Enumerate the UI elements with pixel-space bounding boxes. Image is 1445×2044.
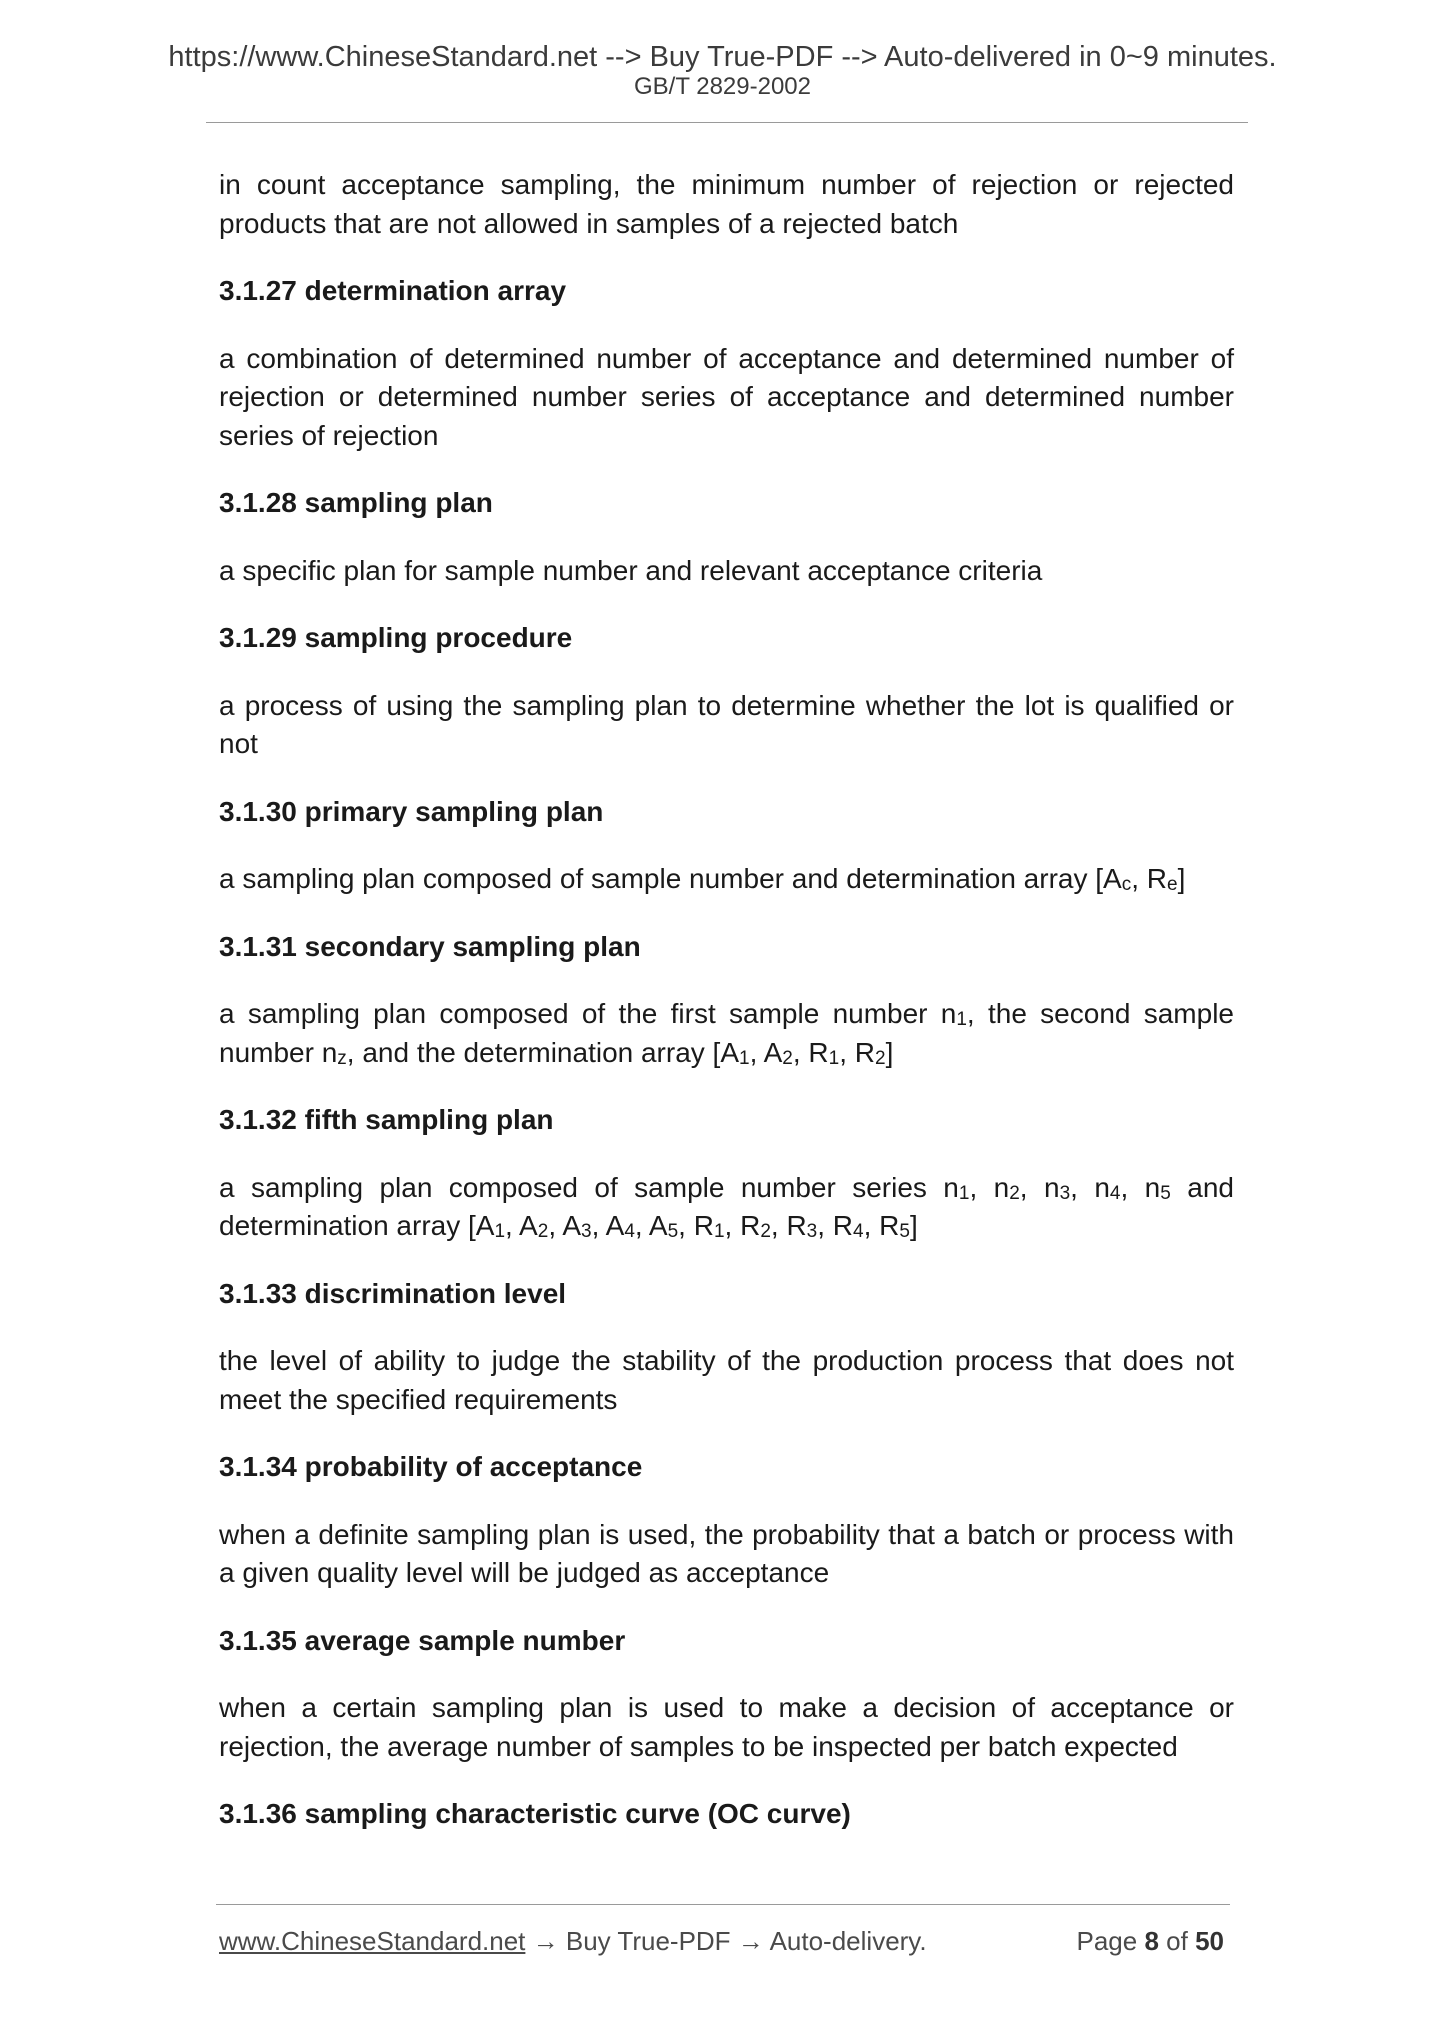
top-banner [0, 40, 1445, 74]
term-definition-3-1-28: a specific plan for sample number and relevant acceptance criteria [219, 554, 1043, 586]
term-definition-3-1-27: a combination of determined number of acceptance and determined number of rejection or determined number series of acceptance and determined number series of rejection [219, 342, 1234, 451]
total-pages: 50 [1195, 1926, 1224, 1956]
intro-paragraph: in count acceptance sampling, the minimum number of rejection or rejected products that are not allowed in samples of a rejected batch [219, 169, 1234, 239]
term-heading-3-1-36: 3.1.36 sampling characteristic curve (OC curve) [219, 1798, 851, 1829]
footer-divider [216, 1904, 1230, 1905]
of-label: of [1166, 1926, 1188, 1956]
term-definition-3-1-34: when a definite sampling plan is used, the probability that a batch or process with a given quality level will be judged as acceptance [219, 1518, 1234, 1588]
term-definition-3-1-33: the level of ability to judge the stability of the production process that does not meet the specified requirements [219, 1345, 1234, 1415]
term-definition-3-1-29: a process of using the sampling plan to determine whether the lot is qualified or not [219, 689, 1234, 759]
term-heading-3-1-33: 3.1.33 discrimination level [219, 1277, 567, 1309]
page-indicator [1076, 1923, 1224, 1959]
term-heading-3-1-35: 3.1.35 average sample number [219, 1624, 626, 1656]
term-heading-3-1-29: 3.1.29 sampling procedure [219, 622, 573, 653]
term-definition-3-1-35: when a certain sampling plan is used to make a decision of acceptance or rejection, the average number of samples to be inspected per batch expected [219, 1692, 1234, 1762]
standard-code: GB/T 2829-2002 [633, 73, 811, 100]
footer-promo [219, 1923, 927, 1959]
term-heading-3-1-31: 3.1.31 secondary sampling plan [219, 930, 641, 962]
page-number: 8 [1144, 1926, 1159, 1956]
term-definition-3-1-30: a sampling plan composed of sample number and determination array [$A_c$, $R_e$] [219, 863, 1186, 895]
header-divider [206, 122, 1248, 123]
footer-promo-text: → Buy True-PDF → Auto-delivery. [525, 1926, 927, 1956]
banner-site-link[interactable]: https://www.ChineseStandard.net [168, 41, 598, 73]
term-heading-3-1-27: 3.1.27 determination array [219, 275, 567, 306]
term-heading-3-1-28: 3.1.28 sampling plan [219, 487, 493, 518]
term-heading-3-1-34: 3.1.34 probability of acceptance [219, 1451, 643, 1482]
banner-text: --> Buy True-PDF --> Auto-delivered in 0~9 minutes. [597, 41, 1277, 73]
term-definition-3-1-31: a sampling plan composed of the first sample number $n_1$, the second sample number $n_z$, and the determination array [$A_1$, $A_2$, $R_1$, $R_2$] [219, 998, 1234, 1069]
footer-site-link[interactable]: www.ChineseStandard.net [219, 1926, 526, 1956]
term-definition-3-1-32: a sampling plan composed of sample number series $n_1$, $n_2$, $n_3$, $n_4$, $n_5$ and determination array [$A_1$, $A_2$, $A_3$, $A_4$, $A_5$, $R_1$, $R_2$, $R_3$, $R_4$, $R_5$] [219, 1171, 1234, 1242]
term-heading-3-1-32: 3.1.32 fifth sampling plan [219, 1104, 554, 1135]
document-body [219, 166, 1234, 1863]
page-label: Page [1076, 1926, 1138, 1956]
page-footer [219, 1923, 1230, 1959]
term-heading-3-1-30: 3.1.30 primary sampling plan [219, 795, 604, 827]
